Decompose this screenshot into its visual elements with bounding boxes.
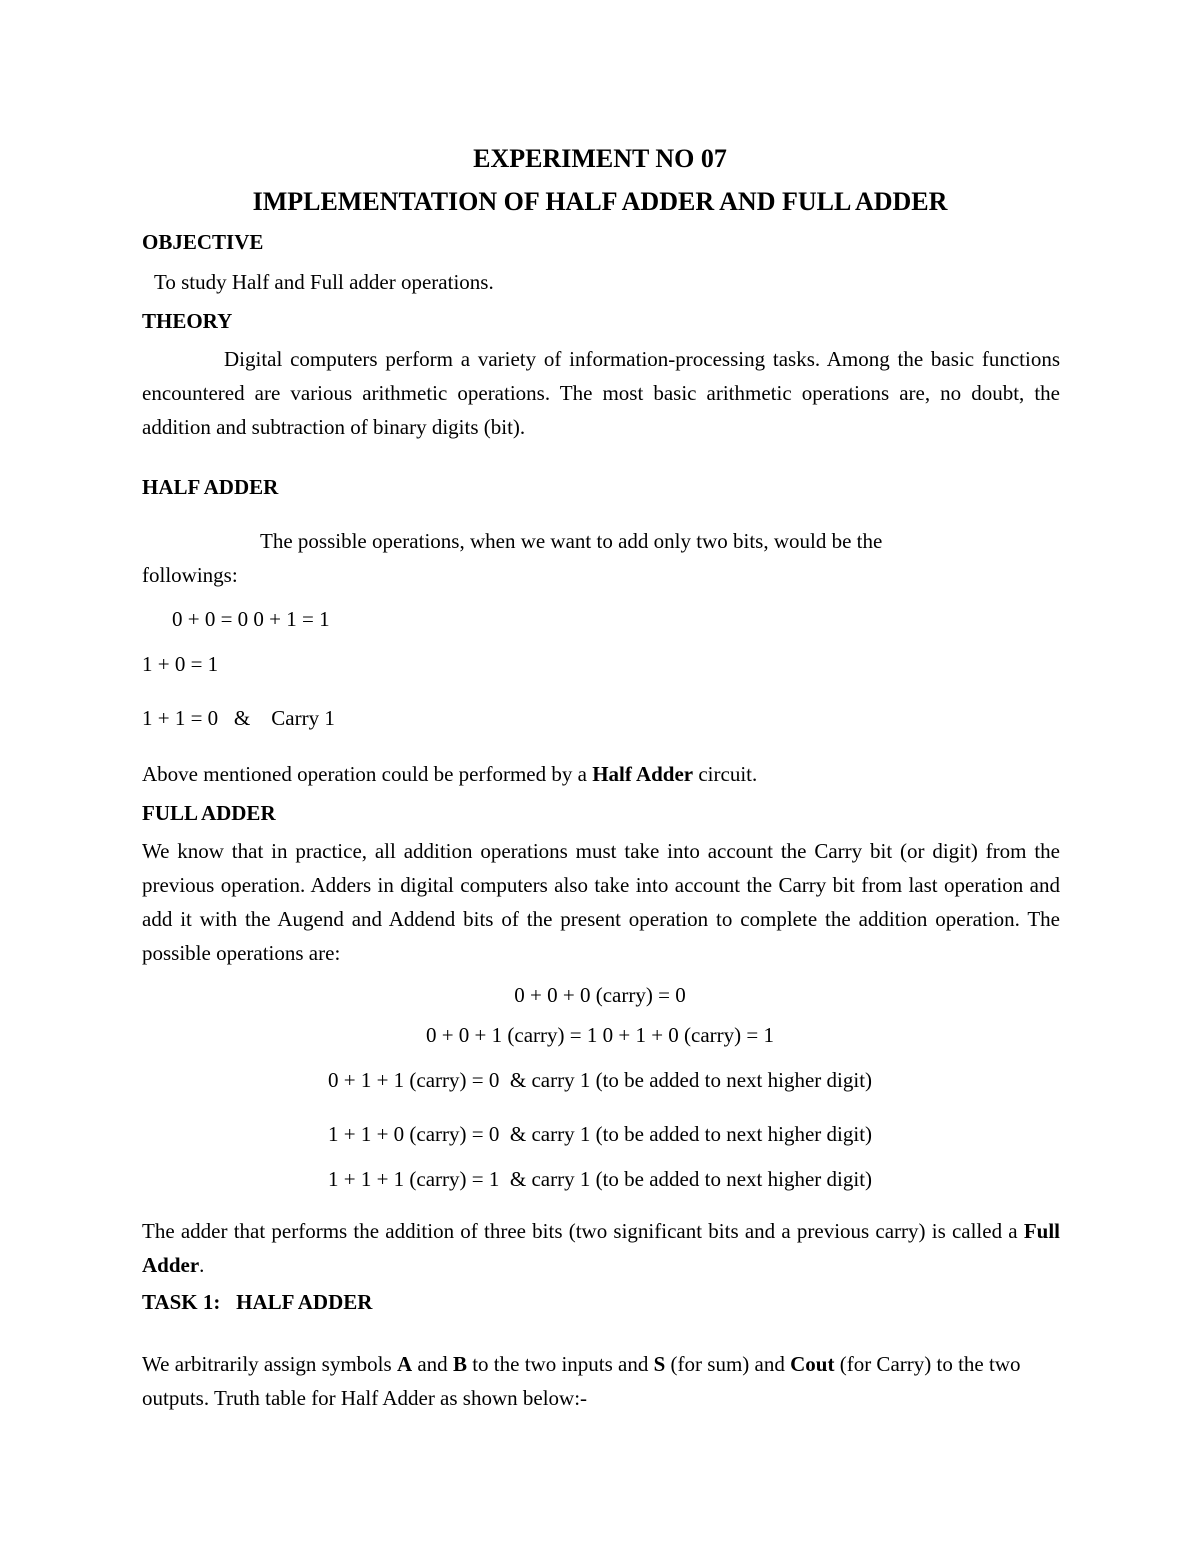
objective-text: To study Half and Full adder operations. bbox=[154, 270, 494, 294]
task1-paragraph: We arbitrarily assign symbols A and B to the two inputs and S (for sum) and Cout (for Carry) to the two outputs. Truth table for Half Adder as shown below:- bbox=[142, 1352, 1021, 1410]
half-adder-op: 0 + 0 = 0 0 + 1 = 1 bbox=[172, 607, 330, 631]
theory-heading: THEORY bbox=[142, 309, 233, 333]
full-adder-paragraph: We know that in practice, all addition operations must take into account the Carry bit (or digit) from the previous operation. Adders in digital computers also take into account the Carry bit from last operation and add it with the Augend and Addend bits of the present operation to complete the addition operation. The possible operations are: bbox=[142, 839, 1060, 965]
full-adder-op: 1 + 1 + 1 (carry) = 1 & carry 1 (to be added to next higher digit) bbox=[327, 1167, 873, 1191]
full-adder-op: 0 + 0 + 1 (carry) = 1 0 + 1 + 0 (carry) = 1 bbox=[425, 1023, 775, 1047]
full-adder-summary: The adder that performs the addition of three bits (two significant bits and a previous carry) is called a Full Adder. bbox=[142, 1219, 1060, 1277]
half-adder-heading: HALF ADDER bbox=[142, 475, 279, 499]
full-adder-op: 1 + 1 + 0 (carry) = 0 & carry 1 (to be added to next higher digit) bbox=[327, 1122, 873, 1146]
objective-heading: OBJECTIVE bbox=[142, 230, 264, 254]
half-adder-op: 1 + 1 = 0 & Carry 1 bbox=[142, 706, 335, 730]
half-adder-intro-line-2: followings: bbox=[142, 563, 238, 587]
full-adder-op: 0 + 1 + 1 (carry) = 0 & carry 1 (to be added to next higher digit) bbox=[327, 1068, 873, 1092]
experiment-number: EXPERIMENT NO 07 bbox=[473, 144, 727, 173]
full-adder-heading: FULL ADDER bbox=[142, 801, 276, 825]
theory-paragraph: Digital computers perform a variety of information-processing tasks. Among the basic functions encountered are various arithmetic operations. The most basic arithmetic operations are, no doubt, the addition and subtraction of binary digits (bit). bbox=[142, 347, 1060, 439]
page-title: IMPLEMENTATION OF HALF ADDER AND FULL ADDER bbox=[252, 187, 948, 216]
half-adder-summary: Above mentioned operation could be performed by a Half Adder circuit. bbox=[142, 762, 758, 786]
task1-heading: TASK 1: HALF ADDER bbox=[142, 1290, 373, 1314]
half-adder-op: 1 + 0 = 1 bbox=[142, 652, 219, 676]
half-adder-intro-line-1: The possible operations, when we want to add only two bits, would be the bbox=[260, 529, 883, 553]
full-adder-op: 0 + 0 + 0 (carry) = 0 bbox=[514, 983, 686, 1007]
